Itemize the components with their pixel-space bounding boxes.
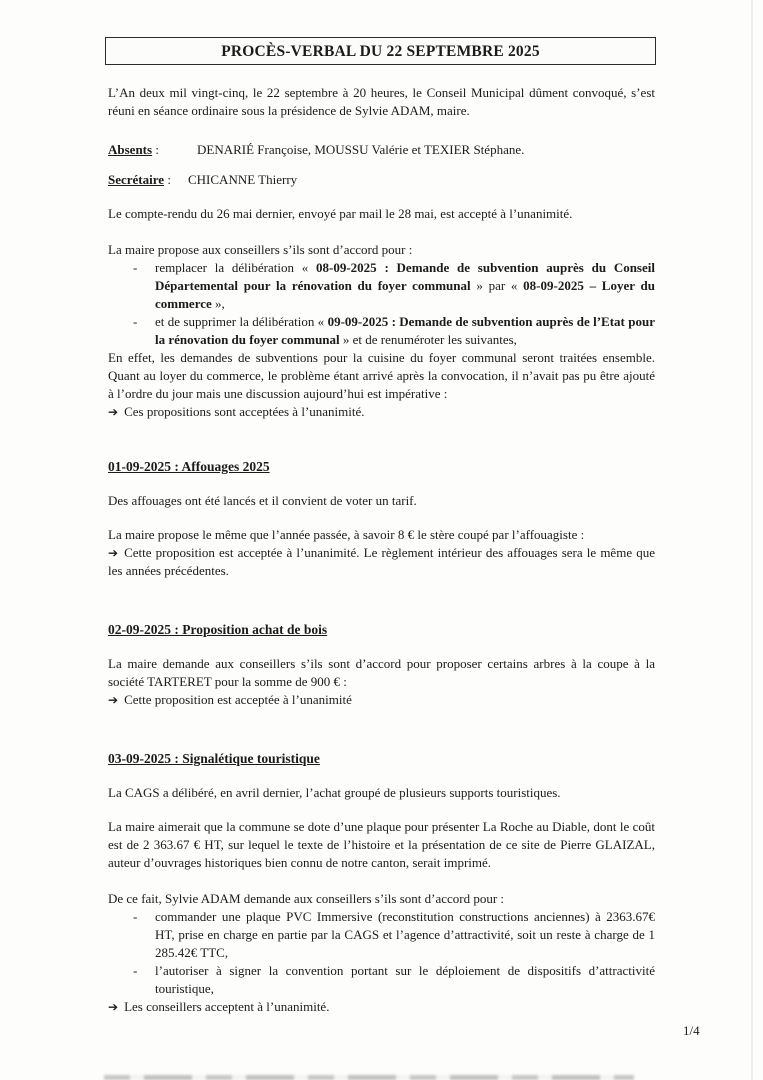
section-3-paragraph-2: La maire aimerait que la commune se dote d’une plaque pour présenter La Roche au Diable, dont le coût est de 2 363.67 € HT, sur lequel le texte de l’histoire et la présentation de ce site de Pierre GLAIZAL, auteur d’ouvrages historiques bien connu de notre canton, serait imprimé. — [108, 819, 655, 870]
dash-bullet-icon: - — [133, 963, 138, 978]
arrow-right-icon: ➔ — [108, 405, 119, 419]
preliminary-explanation: En effet, les demandes de subventions pour la cuisine du foyer communal seront traitées ensemble. Quant au loyer du commerce, le problème étant arrivé après la convocation, il n’avait pas pu être ajouté à l’ordre du jour mais une discussion aujourd’hui est impérative : — [108, 350, 655, 401]
section-3-paragraph-1: La CAGS a délibéré, en avril dernier, l’achat groupé de plusieurs supports touristiques. — [108, 785, 561, 800]
section-1-paragraph-1: Des affouages ont été lancés et il convient de voter un tarif. — [108, 493, 417, 508]
arrow-right-icon: ➔ — [108, 1000, 119, 1014]
arrow-right-icon: ➔ — [108, 693, 119, 707]
section-3-decision: ➔ Les conseillers acceptent à l’unanimité. — [108, 999, 330, 1014]
section-3-heading: 03-09-2025 : Signalétique touristique — [108, 751, 320, 766]
minutes-approval: Le compte-rendu du 26 mai dernier, envoyé par mail le 28 mai, est accepté à l’unanimité. — [108, 206, 573, 221]
section-2-paragraph-1: La maire demande aux conseillers s’ils sont d’accord pour proposer certains arbres à la coupe à la société TARTERET pour la somme de 900 € : — [108, 656, 655, 689]
page-number: 1/4 — [683, 1023, 700, 1038]
absents-value: DENARIÉ Françoise, MOUSSU Valérie et TEXIER Stéphane. — [197, 142, 525, 157]
secretary-row — [108, 171, 655, 189]
dash-bullet-icon: - — [133, 314, 138, 329]
preliminary-bullet-2: - et de supprimer la délibération « 09-09-2025 : Demande de subvention auprès de l’Etat pour la rénovation du foyer communal » et de renuméroter les suivantes, — [133, 314, 655, 347]
secretary-label: Secrétaire : — [108, 172, 171, 187]
absents-row — [108, 141, 655, 159]
next-page-preview — [104, 1075, 634, 1080]
section-3-paragraph-3: De ce fait, Sylvie ADAM demande aux conseillers s’ils sont d’accord pour : — [108, 891, 505, 906]
section-2-decision: ➔ Cette proposition est acceptée à l’unanimité — [108, 692, 352, 707]
preliminary-lead: La maire propose aux conseillers s’ils sont d’accord pour : — [108, 242, 413, 257]
absents-label: Absents : — [108, 142, 159, 157]
preliminary-bullet-1: - remplacer la délibération « 08-09-2025 : Demande de subvention auprès du Conseil Départemental pour la rénovation du foyer communal » par « 08-09-2025 – Loyer du commerce », — [133, 260, 655, 311]
opening-paragraph: L’An deux mil vingt-cinq, le 22 septembre à 20 heures, le Conseil Municipal dûment convoqué, s’est réuni en séance ordinaire sous la présidence de Sylvie ADAM, maire. — [108, 85, 655, 118]
preliminary-decision: ➔ Ces propositions sont acceptées à l’unanimité. — [108, 404, 365, 419]
section-2-heading: 02-09-2025 : Proposition achat de bois — [108, 622, 328, 637]
section-1-paragraph-2: La maire propose le même que l’année passée, à savoir 8 € le stère coupé par l’affouagiste : — [108, 527, 585, 542]
section-3-bullet-2: - l’autoriser à signer la convention portant sur le déploiement de dispositifs d’attractivité touristique, — [133, 963, 655, 996]
section-1-heading: 01-09-2025 : Affouages 2025 — [108, 459, 270, 474]
secretary-value: CHICANNE Thierry — [188, 172, 298, 187]
section-1-decision: ➔ Cette proposition est acceptée à l’unanimité. Le règlement intérieur des affouages sera le même que les années précédentes. — [108, 545, 655, 578]
document-page — [108, 37, 655, 1016]
page-edge-shadow — [751, 0, 753, 1080]
section-3-bullet-1: - commander une plaque PVC Immersive (reconstitution constructions anciennes) à 2363.67€ HT, prise en charge en partie par la CAGS et l’agence d’attractivité, soit un reste à charge de 1 285.42€ TTC, — [133, 909, 655, 960]
document-title: PROCÈS-VERBAL DU 22 SEPTEMBRE 2025 — [105, 37, 656, 65]
dash-bullet-icon: - — [133, 260, 138, 275]
arrow-right-icon: ➔ — [108, 546, 119, 560]
dash-bullet-icon: - — [133, 909, 138, 924]
